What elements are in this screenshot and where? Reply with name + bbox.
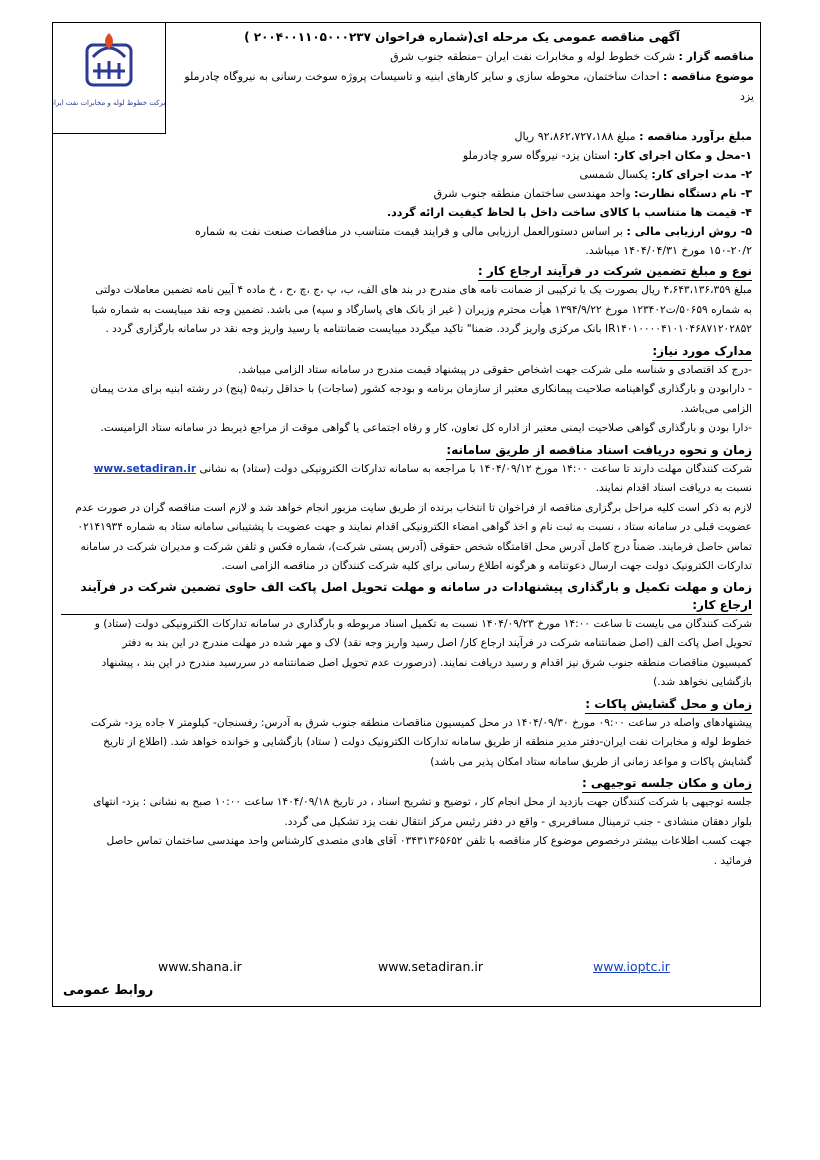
submission-line2: تحویل اصل پاکت الف (اصل ضمانتنامه شرکت در فرآیند ارجاع کار/ اصل رسید واریز وجه نقد) لاک و مهر شده در مهلت مندرج در این بند به دفتر (122, 637, 752, 649)
receive-docs-line1: شرکت کنندگان مهلت دارند تا ساعت ۱۴:۰۰ مورخ ۱۴۰۴/۰۹/۱۲ با مراجعه به سامانه تدارکات الکترونیکی دولت (ستاد) به نشانی (199, 462, 752, 475)
receive-docs-line2: نسبت به دریافت اسناد اقدام نمایند. (595, 482, 752, 494)
estimate-label: مبلغ برآورد مناقصه : (639, 130, 752, 143)
receive-docs-line3: لازم به ذکر است کلیه مراحل برگزاری مناقصه از فراخوان تا انتخاب برنده از طریق سایت مزبور انجام خواهد شد و لازم است مناقصه گران در صورت عدم (75, 501, 752, 514)
subject-label: موضوع مناقصه : (663, 70, 754, 83)
briefing-line4: فرمائید . (713, 854, 752, 867)
guarantee-line3: IR۱۴۰۱۰۰۰۰۴۱۰۱۰۴۶۸۷۱۲۰۲۸۵۲ بانک مرکزی واریز گردد. ضمنا" تاکید میگردد میبایست ضمانتنامه یا رسید واریز وجه نقد در سامانه بارگزاری گردد . (105, 323, 752, 335)
notice-title: آگهی مناقصه عمومی یک مرحله ای(شماره فراخوان ۲۰۰۴۰۰۱۱۰۵۰۰۰۲۳۷ ) (244, 30, 680, 44)
briefing-line1: جلسه توجیهی با شرکت کنندگان جهت بازدید از محل انجام کار ، توضیح و تشریح اسناد ، در تاریخ ۱۴۰۴/۰۹/۱۸ ساعت ۱۰:۰۰ صبح به نشانی : یزد- انتهای (93, 796, 752, 808)
submission-heading: زمان و مهلت تکمیل و بارگذاری پیشنهادات در سامانه و مهلت تحویل اصل پاکت الف حاوی تضمین شرکت در فرآیند ارجاع کار: (61, 578, 752, 615)
opening-line2: خطوط لوله و مخابرات نفت ایران-دفتر مدیر منطقه از طریق سامانه تدارکات الکترونیک دولت ( ستاد) بازگشایی و خوانده خواهد شد. (اطلاع از تاریخ (103, 736, 752, 748)
guarantee-heading: نوع و مبلغ تضمین شرکت در فرآیند ارجاع کار : (478, 262, 752, 281)
tender-notice (52, 22, 761, 1007)
subject-value-cont: یزد (739, 90, 754, 103)
documents-line4: -دارا بودن و بارگذاری گواهی صلاحیت ایمنی معتبر از اداره کل تعاون، کار و رفاه اجتماعی یا گواهی موقت از مراجع ذیربط در سامانه ستاد الزامیست. (100, 422, 752, 434)
receive-docs-line5: تماس حاصل فرمایند. ضمناً درج کامل آدرس محل اقامتگاه شخص حقوقی (آدرس پستی شرکت)، شماره فکس و تلفن شرکت و مدیران شرکت در سامانه (80, 540, 752, 553)
submission-line3: کمیسیون مناقصات منطقه جنوب شرق نیز اقدام و رسید دریافت نمایند. (درصورت عدم تحویل اصل ضمانتنامه در سررسید مندرج در این بند ، پیشنهاد (101, 656, 752, 669)
ioptc-link[interactable]: www.ioptc.ir (593, 959, 670, 974)
receive-docs-heading: زمان و نحوه دریافت اسناد مناقصه از طریق سامانه: (446, 441, 752, 460)
item-location-label: ۱-محل و مکان اجرای کار: (613, 149, 752, 162)
opening-line1: پیشنهادهای واصله در ساعت ۰۹:۰۰ مورخ ۱۴۰۴/۰۹/۳۰ در محل کمیسیون مناقصات منطقه جنوب شرق به آدرس: رفسنجان- کیلومتر ۷ جاده یزد- شرکت (91, 716, 752, 729)
company-flame-logo-icon (53, 23, 165, 133)
shana-link[interactable]: www.shana.ir (158, 959, 242, 974)
submission-line4: بازگشایی نخواهد شد.) (653, 676, 752, 688)
setadiran-link[interactable]: www.setadiran.ir (93, 462, 197, 475)
documents-line1: -درج کد اقتصادی و شناسه ملی شرکت جهت اشخاص حقوقی در پیشنهاد قیمت مندرج در سامانه ستاد الزامی میباشد. (238, 363, 752, 376)
item-supervisor-label: ۳- نام دستگاه نظارت: (634, 187, 752, 200)
logo-caption: شرکت خطوط لوله و مخابرات نفت ایران (53, 99, 165, 107)
opening-line3: گشایش پاکات و مواعد زمانی از طریق سامانه ستاد امکان پذیر می باشد) (430, 755, 752, 768)
estimate-value: مبلغ ۹۲،۸۶۲،۷۲۷،۱۸۸ ریال (514, 130, 636, 143)
briefing-heading: زمان و مکان جلسه توجیهی : (582, 774, 752, 793)
item-duration-label: ۲- مدت اجرای کار: (651, 168, 752, 181)
website-links (53, 959, 760, 979)
item-prices-label: ۴- قیمت ها متناسب با کالای ساخت داخل با لحاظ کیفیت ارائه گردد. (386, 206, 752, 219)
public-relations-label: روابط عمومی (63, 983, 154, 998)
documents-line3: الزامی می‌باشد. (680, 402, 752, 415)
item-location-value: استان یزد- نیروگاه سرو چادرملو (462, 149, 611, 162)
evaluation-line2: ۱۵۰-۲۰/۲ مورخ ۱۴۰۴/۰۴/۳۱ میباشد. (585, 244, 752, 257)
evaluation-label: ۵- روش ارزیابی مالی : (626, 225, 752, 238)
guarantee-line2: به شماره ۵۰۶۵۹/ت۱۲۳۴۰۲ مورخ ۱۳۹۴/۹/۲۲ هیأت محترم وزیران ( غیر از بانک های پاسارگاد و سپه) می باشد. تضمین وجه نقد میبایست به شماره شبا (91, 303, 752, 316)
logo-box (53, 23, 166, 134)
item-supervisor-value: واحد مهندسی ساختمان منطقه جنوب شرق (433, 187, 631, 200)
evaluation-line1: بر اساس دستورالعمل ارزیابی مالی و فرایند قیمت متناسب در مناقصات صنعت نفت به شماره (195, 225, 623, 238)
organizer-value: شرکت خطوط لوله و مخابرات نفت ایران –منطقه جنوب شرق (390, 50, 675, 63)
submission-line1: شرکت کنندگان می بایست تا ساعت ۱۴:۰۰ مورخ ۱۴۰۴/۰۹/۲۳ نسبت به تکمیل اسناد مربوطه و بارگذاری در سامانه تدارکات الکترونیکی دولت (ستاد) و (94, 617, 752, 630)
opening-heading: زمان و محل گشایش پاکات : (585, 695, 752, 714)
notice-body (61, 127, 752, 871)
briefing-line2: بلوار دهقان منشادی - جنب ترمینال مسافربری - واقع در دفتر رئیس مرکز انتقال نفت یزد تشکیل می گردد. (284, 815, 752, 828)
organizer-label: مناقصه گزار : (678, 50, 754, 63)
documents-heading: مدارک مورد نیاز: (652, 342, 752, 361)
subject-value: احداث ساختمان، محوطه سازی و سایر کارهای ابنیه و تاسیسات پروژه سوخت رسانی به نیروگاه چادرملو (184, 70, 660, 83)
briefing-line3: جهت کسب اطلاعات بیشتر درخصوص موضوع کار مناقصه با تلفن ۰۳۴۳۱۳۶۵۶۵۲ آقای هادی متصدی کارشناس واحد مهندسی ساختمان تماس حاصل (106, 835, 752, 847)
item-duration-value: یکسال شمسی (579, 168, 648, 181)
setadiran-footer-link[interactable]: www.setadiran.ir (378, 959, 483, 974)
guarantee-line1: مبلغ ۴،۶۴۳،۱۳۶،۳۵۹ ریال بصورت یک یا ترکیبی از ضمانت نامه های مندرج در بند های الف، ب، پ ،ج ،چ ،ح ، خ ماده ۴ آیین نامه تضمین معاملات دولتی (95, 284, 752, 296)
receive-docs-line6: تدارکات الکترونیک دولت جهت ارسال دعوتنامه و هرگونه اطلاع رسانی برای کلیه شرکت کنندگان در مناقصه الزامی است. (221, 560, 752, 572)
receive-docs-line4: عضویت قبلی در سامانه ستاد ، نسبت به ثبت نام و اخذ گواهی امضاء الکترونیکی اقدام نمایند و جهت عضویت با پشتیبانی سامانه ستاد به شماره ۰۲۱۴۱۹۳۴ (77, 521, 752, 533)
documents-line2: - دارابودن و بارگذاری گواهینامه صلاحیت پیمانکاری معتبر از سازمان برنامه و بودجه کشور (ساجات) با حداقل رتبه۵ (پنج) در رشته ابنیه برای مدت پیمان (90, 383, 752, 395)
